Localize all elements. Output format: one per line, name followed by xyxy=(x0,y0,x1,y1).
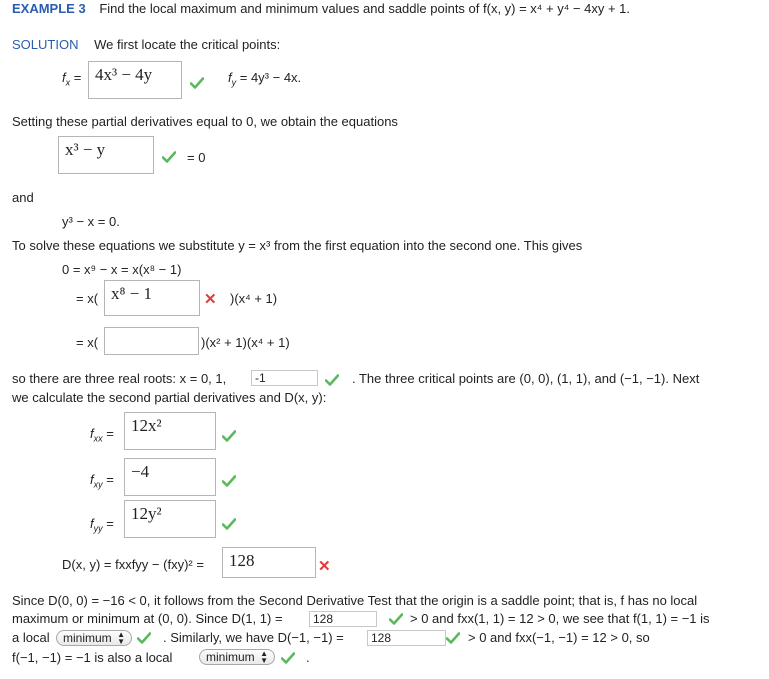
D-label: D(x, y) = fxxfyy − (fxy)² = xyxy=(62,557,204,572)
roots-text2: . The three critical points are (0, 0), (1, 1), and (−1, −1). Next xyxy=(352,371,700,386)
fx-label: $f_x$ = xyxy=(62,70,82,88)
check-icon xyxy=(389,613,403,625)
solution-text: We first locate the critical points: xyxy=(94,37,281,52)
roots-text3: we calculate the second partial derivatives and D(x, y): xyxy=(12,390,327,405)
root-answer-field[interactable]: -1 xyxy=(251,370,318,386)
line3-prefix: = x( xyxy=(76,335,99,350)
since-line4a: f(−1, −1) = −1 is also a local xyxy=(12,650,173,665)
solution-line xyxy=(12,37,280,52)
line2-prefix: = x( xyxy=(76,291,99,306)
extremum-select-2[interactable]: minimum ▲ ▼ xyxy=(199,649,275,665)
check-icon xyxy=(325,374,339,386)
since-line2b: > 0 and fxx(1, 1) = 12 > 0, we see that f(1, 1) = −1 is xyxy=(410,611,710,626)
check-icon xyxy=(446,632,460,644)
example-label: EXAMPLE 3 xyxy=(12,1,86,16)
check-icon xyxy=(281,652,295,664)
substitute-text: To solve these equations we substitute y = x³ from the first equation into the second one. This gives xyxy=(12,238,583,253)
setting-text: Setting these partial derivatives equal to 0, we obtain the equations xyxy=(12,114,398,129)
line1-text: 0 = x⁹ − x = x(x⁸ − 1) xyxy=(62,262,182,277)
fyy-answer-field[interactable]: 12y² xyxy=(124,500,216,538)
d22-answer-field[interactable]: 128 xyxy=(367,630,446,646)
line3-answer-field[interactable] xyxy=(104,327,199,355)
incorrect-x-icon: ✕ xyxy=(318,558,331,575)
fxy-answer-field[interactable]: −4 xyxy=(124,458,216,496)
period: . xyxy=(306,650,310,665)
since-line2a: maximum or minimum at (0, 0). Since D(1, 1) = xyxy=(12,611,283,626)
D-answer-field[interactable]: 128 xyxy=(222,547,316,578)
since-line3a: a local xyxy=(12,630,50,645)
d11-answer-field[interactable]: 128 xyxy=(309,611,377,627)
since-line3c: > 0 and fxx(−1, −1) = 12 > 0, so xyxy=(468,630,650,645)
example-header xyxy=(12,1,630,16)
line2-suffix: )(x⁴ + 1) xyxy=(230,291,278,306)
roots-text1: so there are three real roots: x = 0, 1, xyxy=(12,371,227,386)
check-icon xyxy=(222,475,236,487)
check-icon xyxy=(190,77,204,89)
check-icon xyxy=(222,430,236,442)
eq2-text: y³ − x = 0. xyxy=(62,214,120,229)
fy-expression: $f_y = 4y^3 - 4x$. xyxy=(228,70,302,88)
since-line1: Since D(0, 0) = −16 < 0, it follows from the Second Derivative Test that the origin is a saddle point; that is, f has no local xyxy=(12,593,698,608)
check-icon xyxy=(162,151,176,163)
line3-suffix: )(x² + 1)(x⁴ + 1) xyxy=(201,335,290,350)
since-line3b: . Similarly, we have D(−1, −1) = xyxy=(163,630,344,645)
eq1-answer-field[interactable]: x³ − y xyxy=(58,136,154,174)
fx-answer-field[interactable]: 4x³ − 4y xyxy=(88,61,182,99)
example-text: Find the local maximum and minimum values and saddle points of f(x, y) = x⁴ + y⁴ − 4xy + 1. xyxy=(99,1,630,16)
solution-label: SOLUTION xyxy=(12,37,79,52)
check-icon xyxy=(137,632,151,644)
and-text: and xyxy=(12,190,34,205)
fxy-label: $f_{xy}$ = xyxy=(90,472,114,490)
check-icon xyxy=(222,518,236,530)
incorrect-x-icon: ✕ xyxy=(204,291,217,308)
fxx-label: $f_{xx}$ = xyxy=(90,426,114,444)
line2-answer-field[interactable]: x⁸ − 1 xyxy=(104,280,200,316)
extremum-select-1[interactable]: minimum ▲ ▼ xyxy=(56,630,132,646)
fxx-answer-field[interactable]: 12x² xyxy=(124,412,216,450)
fyy-label: $f_{yy}$ = xyxy=(90,516,114,534)
eq1-suffix: = 0 xyxy=(187,150,206,165)
